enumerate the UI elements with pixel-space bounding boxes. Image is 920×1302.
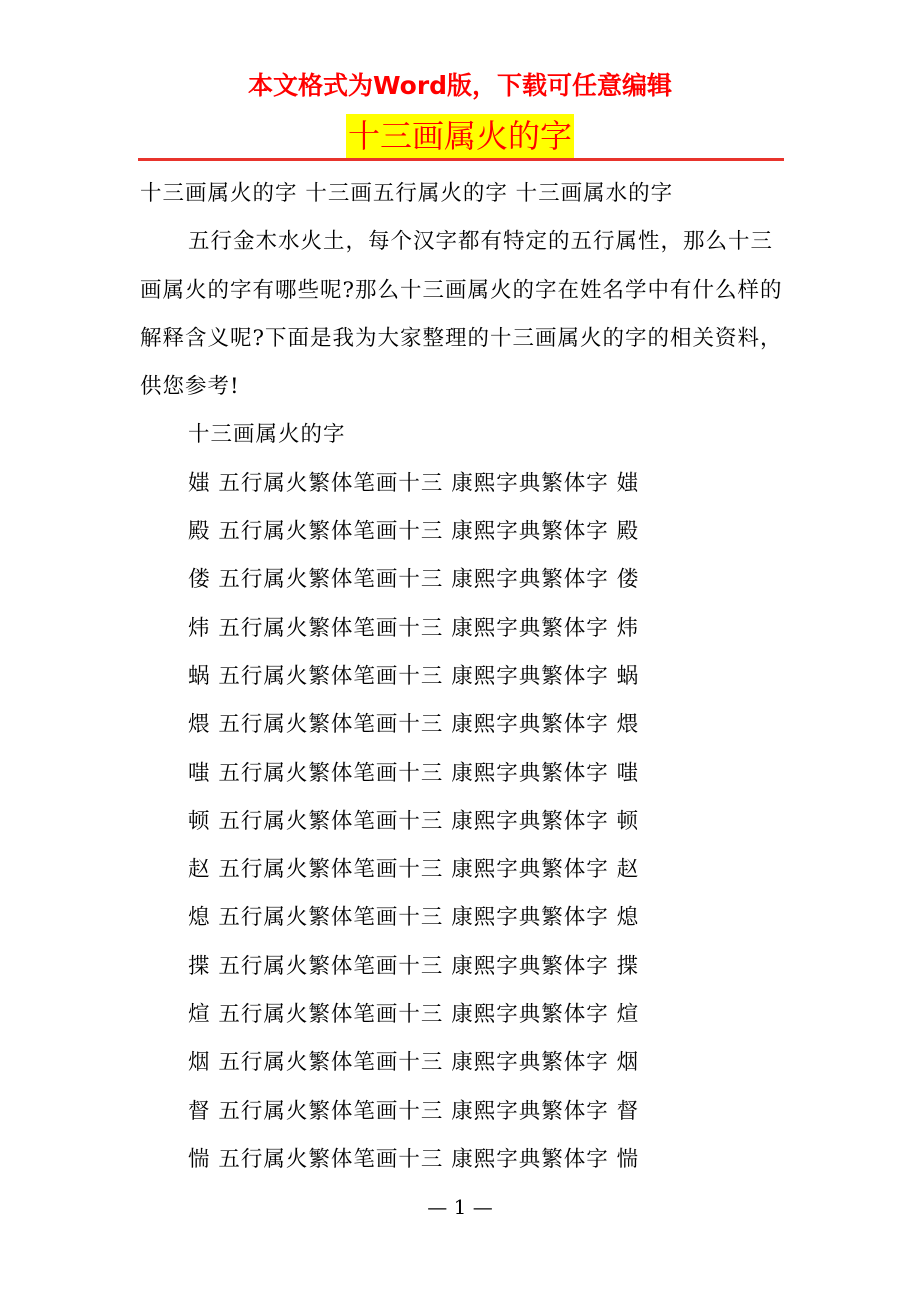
format-banner: 本文格式为Word版，下载可任意编辑 <box>247 71 673 100</box>
character-list <box>140 460 785 1184</box>
entry-ref: 康熙字典繁体字 <box>451 1146 609 1172</box>
entry-trad: 媸 <box>616 470 640 496</box>
entry-ref: 康熙字典繁体字 <box>451 470 609 496</box>
entry-ref: 康熙字典繁体字 <box>451 1098 609 1124</box>
entry-trad: 嗤 <box>616 760 640 786</box>
entry-ref: 康熙字典繁体字 <box>451 953 609 979</box>
character-entry <box>140 1088 785 1136</box>
entry-ref: 康熙字典繁体字 <box>451 760 609 786</box>
entry-desc: 五行属火繁体笔画十三 <box>218 519 444 545</box>
document-title: 十三画属火的字 <box>346 114 574 158</box>
character-entry <box>140 846 785 894</box>
entry-ref: 康熙字典繁体字 <box>451 615 609 641</box>
character-entry <box>140 750 785 798</box>
character-entry <box>140 991 785 1039</box>
entry-trad: 熄 <box>616 905 640 931</box>
entry-trad: 煊 <box>616 1002 640 1028</box>
entry-trad: 殿 <box>616 519 640 545</box>
entry-desc: 五行属火繁体笔画十三 <box>218 615 444 641</box>
entry-trad: 烟 <box>616 1050 640 1076</box>
entry-ref: 康熙字典繁体字 <box>451 712 609 738</box>
entry-char: 赵 <box>188 857 211 883</box>
character-entry <box>140 508 785 556</box>
character-entry <box>140 798 785 846</box>
entry-desc: 五行属火繁体笔画十三 <box>218 567 444 593</box>
entry-desc: 五行属火繁体笔画十三 <box>218 953 444 979</box>
entry-trad: 赵 <box>616 857 640 883</box>
header-divider <box>138 158 784 161</box>
entry-trad: 惴 <box>616 1146 640 1172</box>
entry-desc: 五行属火繁体笔画十三 <box>218 470 444 496</box>
entry-ref: 康熙字典繁体字 <box>451 567 609 593</box>
entry-desc: 五行属火繁体笔画十三 <box>218 712 444 738</box>
entry-char: 嗤 <box>188 760 211 786</box>
page-number: — 1 — <box>427 1195 493 1219</box>
subtitle-line: 十三画属火的字 十三画五行属火的字 十三画属水的字 <box>140 181 674 206</box>
character-entry <box>140 894 785 942</box>
entry-desc: 五行属火繁体笔画十三 <box>218 1146 444 1172</box>
entry-desc: 五行属火繁体笔画十三 <box>218 808 444 834</box>
entry-char: 熄 <box>188 905 211 931</box>
character-entry <box>140 605 785 653</box>
entry-desc: 五行属火繁体笔画十三 <box>218 905 444 931</box>
character-entry <box>140 943 785 991</box>
entry-trad: 督 <box>616 1098 640 1124</box>
document-body <box>140 170 785 1184</box>
entry-char: 烟 <box>188 1050 211 1076</box>
entry-char: 督 <box>188 1098 211 1124</box>
character-entry <box>140 1136 785 1184</box>
entry-trad: 揲 <box>616 953 640 979</box>
entry-char: 煊 <box>188 1002 211 1028</box>
character-entry <box>140 556 785 604</box>
entry-char: 煨 <box>188 712 211 738</box>
character-entry <box>140 460 785 508</box>
entry-char: 惴 <box>188 1146 211 1172</box>
entry-char: 殿 <box>188 519 211 545</box>
entry-trad: 顿 <box>616 808 640 834</box>
entry-desc: 五行属火繁体笔画十三 <box>218 1098 444 1124</box>
entry-ref: 康熙字典繁体字 <box>451 1002 609 1028</box>
entry-desc: 五行属火繁体笔画十三 <box>218 857 444 883</box>
title-wrap <box>0 114 920 158</box>
entry-ref: 康熙字典繁体字 <box>451 857 609 883</box>
entry-ref: 康熙字典繁体字 <box>451 663 609 689</box>
entry-trad: 偻 <box>616 567 640 593</box>
entry-desc: 五行属火繁体笔画十三 <box>218 1050 444 1076</box>
character-entry <box>140 701 785 749</box>
character-entry <box>140 1039 785 1087</box>
entry-char: 媸 <box>188 470 211 496</box>
entry-char: 蜗 <box>188 663 211 689</box>
entry-desc: 五行属火繁体笔画十三 <box>218 663 444 689</box>
entry-desc: 五行属火繁体笔画十三 <box>218 1002 444 1028</box>
entry-ref: 康熙字典繁体字 <box>451 519 609 545</box>
section-heading: 十三画属火的字 <box>188 422 346 448</box>
intro-paragraph: 五行金木水火土，每个汉字都有特定的五行属性，那么十三画属火的字有哪些呢?那么十三画属火的字在姓名学中有什么样的解释含义呢?下面是我为大家整理的十三画属火的字的相关资料，供您参考! <box>140 229 783 400</box>
entry-ref: 康熙字典繁体字 <box>451 905 609 931</box>
entry-char: 偻 <box>188 567 211 593</box>
entry-trad: 煨 <box>616 712 640 738</box>
entry-trad: 蜗 <box>616 663 640 689</box>
entry-ref: 康熙字典繁体字 <box>451 1050 609 1076</box>
character-entry <box>140 653 785 701</box>
entry-char: 顿 <box>188 808 211 834</box>
entry-ref: 康熙字典繁体字 <box>451 808 609 834</box>
entry-char: 揲 <box>188 953 211 979</box>
entry-desc: 五行属火繁体笔画十三 <box>218 760 444 786</box>
entry-trad: 炜 <box>616 615 640 641</box>
entry-char: 炜 <box>188 615 211 641</box>
